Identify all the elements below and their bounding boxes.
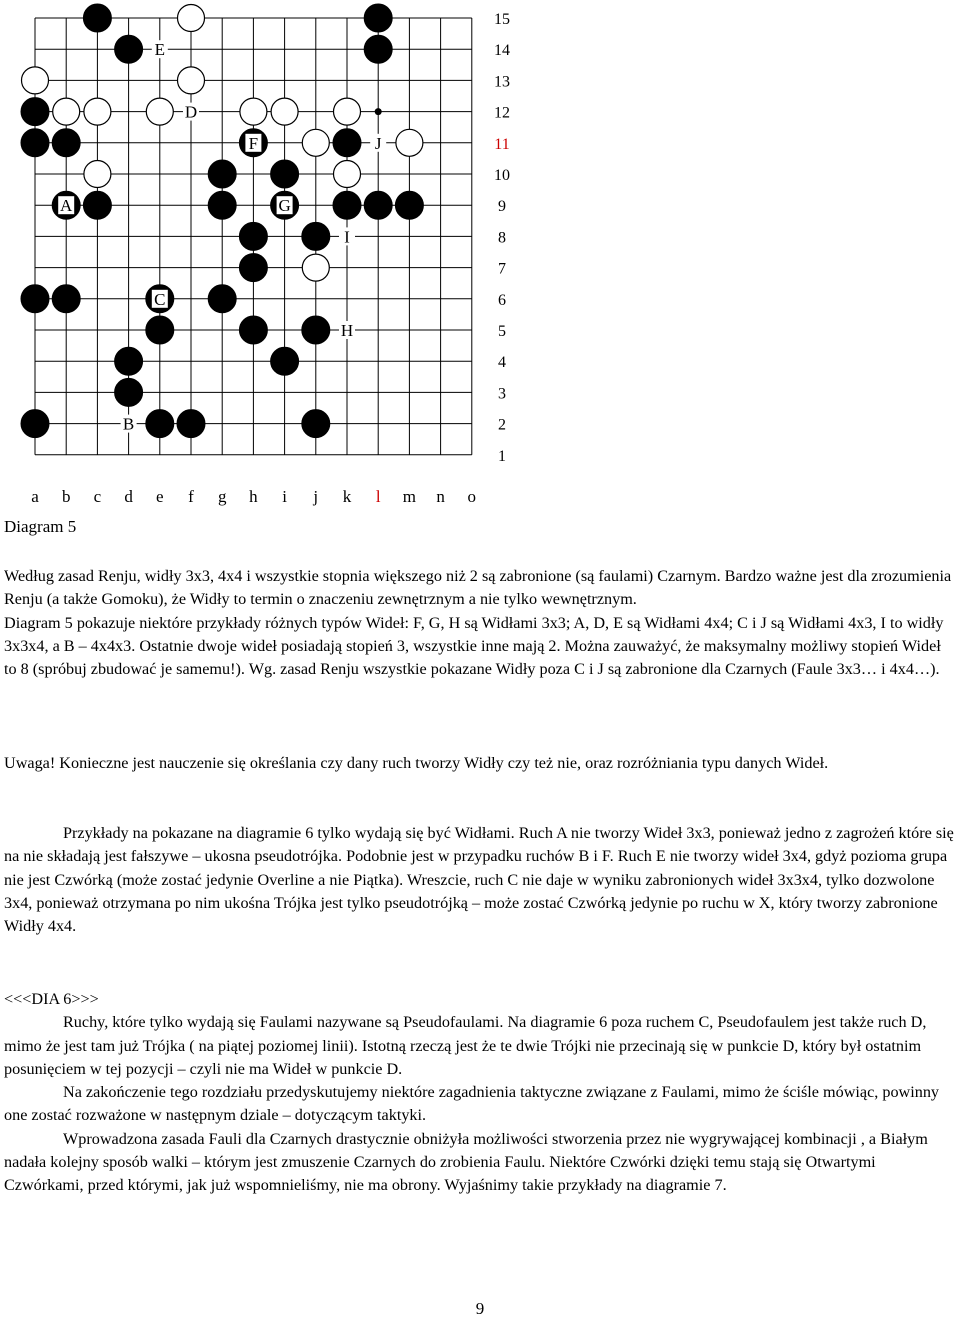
black-stone: [364, 35, 392, 63]
white-stone: [302, 129, 329, 156]
paragraph-2: Diagram 5 pokazuje niektóre przykłady różnych typów Wideł: F, G, H są Widłami 3x3; A, D, E są Widłami 4x4; C i J są Widłami 4x3, I to widły 3x3x4, a B – 4x4x3. Ostatnie dwoje wideł posiadają stopień 3, wszystkie inne mają 2. Można zauważyć, że maksymalny możliwy stopień Wideł to 8 (spróbuj zbudować je samemu!). Wg. zasad Renju wszystkie pokazane Widły poza C i J są zabronione dla Czarnych (Faule 3x3… i 4x4…).: [4, 613, 944, 679]
black-stone: [146, 316, 174, 344]
point-label-J: J: [374, 133, 382, 153]
point-label-I: I: [344, 227, 350, 247]
point-label-B: B: [122, 414, 135, 434]
point-label-C: C: [154, 289, 166, 309]
black-stone: [364, 4, 392, 32]
black-stone: [208, 285, 236, 313]
row-label-14: 14: [494, 42, 510, 60]
white-stone: [334, 98, 361, 125]
black-stone: [208, 191, 236, 219]
row-label-13: 13: [494, 73, 510, 91]
black-stone: [177, 410, 205, 438]
column-label-c: c: [93, 486, 102, 506]
star-point-dot: [375, 108, 382, 115]
black-stone: [333, 129, 361, 157]
black-stone: [52, 285, 80, 313]
black-stone: [395, 191, 423, 219]
white-stone: [22, 67, 49, 94]
row-label-4: 4: [498, 354, 506, 372]
paragraph-block: [4, 822, 956, 938]
white-stone: [240, 98, 267, 125]
black-stone: [21, 285, 49, 313]
point-label-G: G: [278, 196, 291, 216]
white-stone: [146, 98, 173, 125]
white-stone: [84, 161, 111, 188]
black-stone: [302, 410, 330, 438]
diagram-caption: Diagram 5: [4, 517, 77, 536]
paragraph-1: Według zasad Renju, widły 3x3, 4x4 i wszystkie stopnia większego niż 2 są zabronione (są faulami) Czarnym. Bardzo ważne jest dla zrozumienia Renju (a także Gomoku), że Widły to termin o znaczeniu zewnętrznym a nie tylko wewnętrznym.: [4, 567, 952, 609]
row-label-11: 11: [494, 135, 510, 153]
paragraph-7: Wprowadzona zasada Fauli dla Czarnych drastycznie obniżyła możliwości stworzenia przez nie wygrywającej kombinacji , a Białym nadała kolejny sposób walki – którym jest zmuszenie Czarnych do zrobienia Faulu. Niektóre Czwórki dzięki temu stają się Otwartymi Czwórkami, przed którymi, jak już wspomnieliśmy, nie ma obrony. Wyjaśnimy takie przykłady na diagramie 7.: [4, 1129, 928, 1195]
board-svg: [0, 0, 960, 510]
white-stone: [178, 67, 205, 94]
black-stone: [271, 160, 299, 188]
page-number: 9: [475, 1299, 485, 1318]
column-label-f: f: [188, 486, 194, 506]
white-stone: [84, 98, 111, 125]
paragraph-rules: [4, 565, 956, 681]
paragraph-warning: [4, 752, 956, 775]
black-stone: [21, 410, 49, 438]
renju-diagram: [0, 0, 960, 520]
black-stone: [364, 191, 392, 219]
column-label-d: d: [124, 486, 133, 506]
column-label-o: o: [467, 486, 477, 506]
paragraph-6: Na zakończenie tego rozdziału przedyskutujemy niektóre zagadnienia taktyczne związane z Faulami, mimo że ściśle mówiąc, powinny one zostać rozważone w następnym dziale – dotyczącym taktyki.: [4, 1083, 940, 1125]
point-label-F: F: [248, 133, 259, 153]
column-label-e: e: [156, 486, 164, 506]
row-label-10: 10: [494, 167, 510, 184]
black-stone: [146, 410, 174, 438]
white-stone: [53, 98, 80, 125]
column-label-j: j: [313, 486, 319, 506]
row-label-1: 1: [498, 447, 506, 465]
black-stone: [239, 316, 267, 344]
white-stone: [178, 5, 205, 32]
row-label-9: 9: [498, 198, 506, 216]
column-label-g: g: [217, 486, 227, 506]
black-stone: [333, 191, 361, 219]
point-label-D: D: [184, 102, 198, 122]
column-label-i: i: [282, 486, 287, 506]
paragraph-4: Przykłady na pokazane na diagramie 6 tylko wydają się być Widłami. Ruch A nie tworzy Wideł 3x3, ponieważ jedno z zagrożeń które się na nie składają jest fałszywe – ukosna pseudotrójka. Podobnie jest w przypadku ruchów B i F. Ruch E nie tworzy wideł 3x4, gdyż pozioma grupa nie jest Czwórką (może zostać jedynie Overline a nie Piątka). Wreszcie, ruch C nie daje w wyniku zabronionych wideł 3x3x4, tylko dozwolone 3x4, ponieważ otrzymana po nim ukośna Trójka jest tylko pseudotrójką – może zostać Czwórką jedynie po ruchu w X, który tworzy zabronione Widły 4x4.: [4, 824, 954, 936]
paragraph-3: Uwaga! Konieczne jest nauczenie się określania czy dany ruch tworzy Widły czy też nie, oraz rozróżniania typu danych Wideł.: [4, 754, 829, 772]
white-stone: [302, 254, 329, 281]
black-stone: [21, 98, 49, 126]
black-stone: [21, 129, 49, 157]
black-stone: [239, 254, 267, 282]
column-label-n: n: [436, 486, 445, 506]
white-stone: [334, 161, 361, 188]
black-stone: [302, 316, 330, 344]
white-stone: [271, 98, 298, 125]
column-label-a: a: [31, 486, 39, 506]
column-label-b: b: [61, 486, 71, 506]
column-label-k: k: [342, 486, 352, 506]
row-label-6: 6: [498, 291, 506, 309]
point-label-H: H: [340, 321, 354, 340]
black-stone: [115, 347, 143, 375]
black-stone: [115, 378, 143, 406]
row-label-8: 8: [498, 229, 506, 247]
row-label-7: 7: [498, 260, 506, 278]
column-label-h: h: [249, 486, 258, 506]
row-label-5: 5: [498, 323, 506, 340]
black-stone: [239, 222, 267, 250]
point-label-E: E: [154, 40, 165, 60]
paragraph-block-2: [4, 988, 956, 1198]
point-label-A: A: [60, 196, 73, 216]
row-label-3: 3: [498, 385, 506, 403]
black-stone: [208, 160, 236, 188]
black-stone: [302, 222, 330, 250]
row-label-12: 12: [494, 104, 510, 122]
paragraph-dia6: <<<DIA 6>>>: [4, 990, 99, 1008]
black-stone: [83, 4, 111, 32]
black-stone: [52, 129, 80, 157]
column-label-m: m: [402, 486, 417, 506]
black-stone: [271, 347, 299, 375]
paragraph-5: Ruchy, które tylko wydają się Faulami nazywane są Pseudofaulami. Na diagramie 6 poza ruchem C, Pseudofaulem jest także ruch D, mimo że jest tam już Trójka ( na piątej poziomej linii). Istotną rzeczą jest że te dwie Trójki nie przecinają się w punkcie D, który był ostatnim posunięciem w tej pozycji – czyli nie ma Wideł w punkcie D.: [4, 1013, 927, 1078]
black-stone: [115, 35, 143, 63]
white-stone: [396, 129, 423, 156]
row-label-2: 2: [498, 416, 506, 434]
row-label-15: 15: [494, 11, 510, 28]
column-label-l: l: [375, 486, 381, 506]
black-stone: [83, 191, 111, 219]
